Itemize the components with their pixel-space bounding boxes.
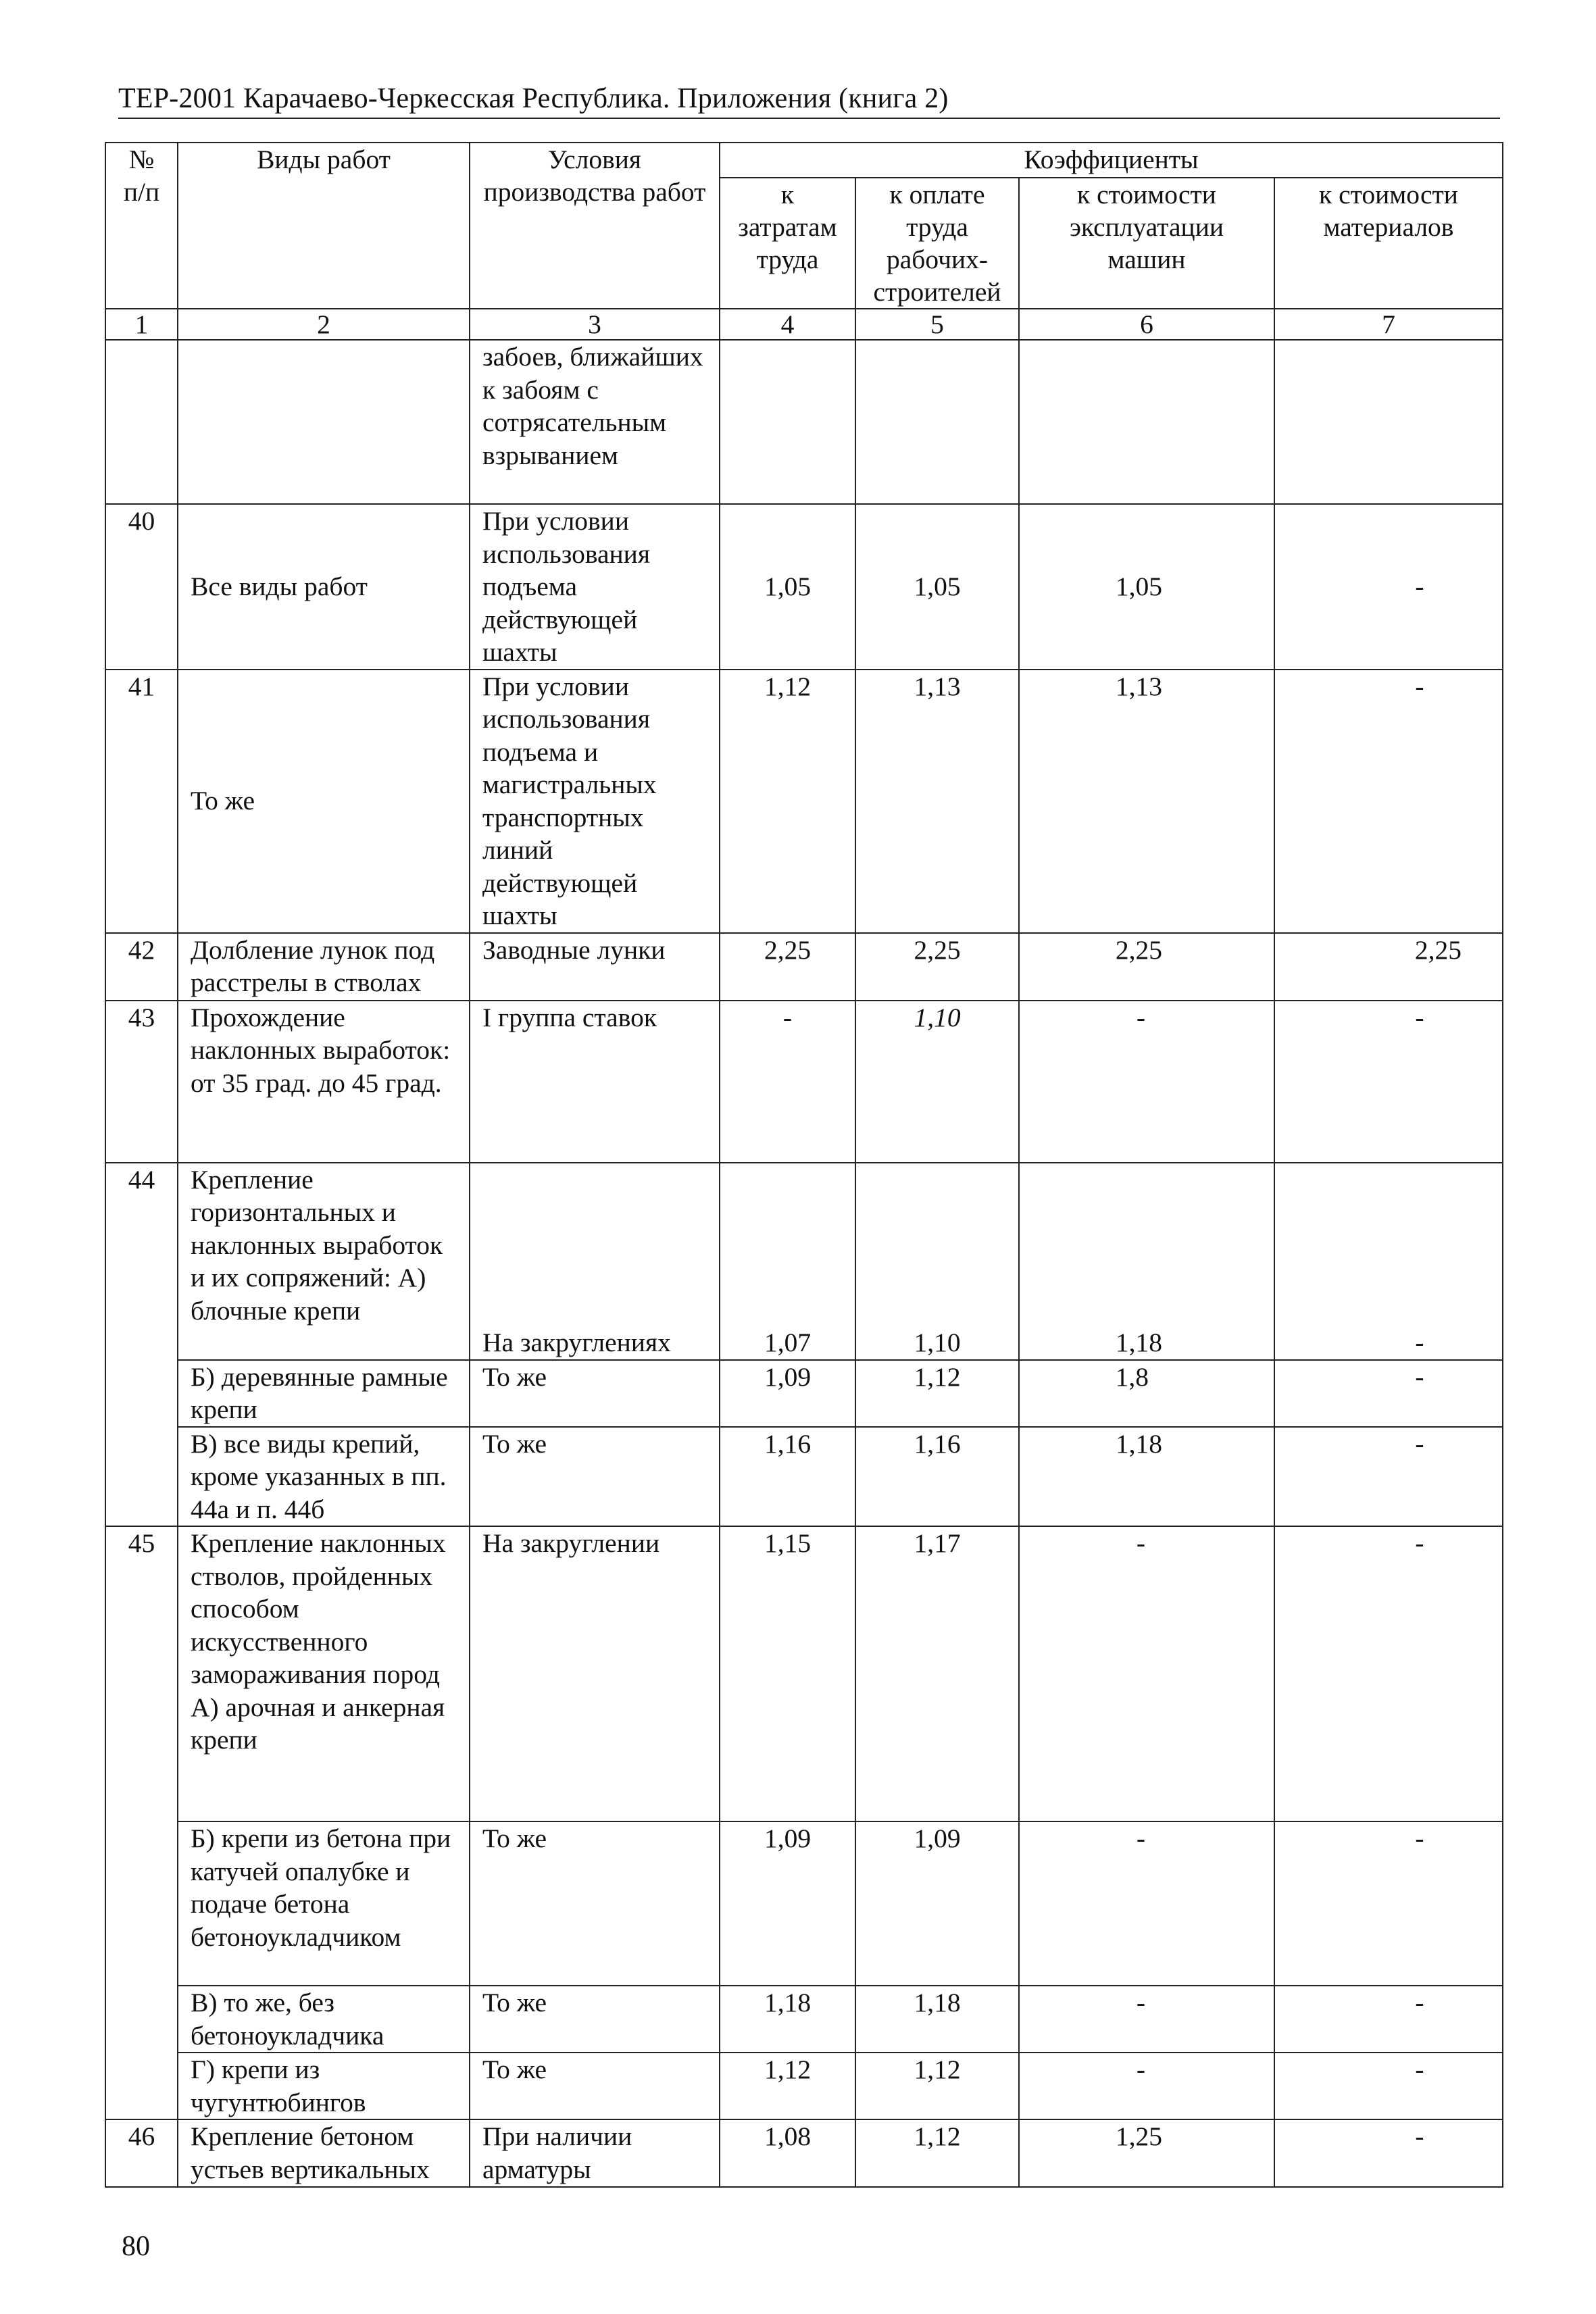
coef-materials: - <box>1274 1986 1503 2053</box>
coef-materials: - <box>1274 1427 1503 1527</box>
coef-machines: 1,18 <box>1019 1163 1274 1360</box>
table-row <box>105 2119 1503 2187</box>
work-type-cell: Крепление бетоном устьев вертикальных <box>178 2119 470 2187</box>
condition-cell: То же <box>470 2053 720 2119</box>
coef-labor: 1,16 <box>720 1427 855 1527</box>
coef-materials: - <box>1274 1360 1503 1427</box>
condition-cell: На закруглении <box>470 1526 720 1821</box>
coef-materials: - <box>1274 504 1503 670</box>
coef-labor: 1,07 <box>720 1163 855 1360</box>
condition-cell: забоев, ближайших к забоям с сотрясательным взрыванием <box>470 340 720 504</box>
coef-pay: 2,25 <box>855 933 1019 1001</box>
coef-materials: - <box>1274 2053 1503 2119</box>
condition-cell: То же <box>470 1821 720 1986</box>
work-type-cell: Прохождение наклонных выработок: от 35 град. до 45 град. <box>178 1001 470 1163</box>
coef-materials: - <box>1274 1001 1503 1163</box>
coef-pay: 1,12 <box>855 1360 1019 1427</box>
column-number: 6 <box>1019 309 1274 340</box>
work-type-cell: Г) крепи из чугунтюбингов <box>178 2053 470 2119</box>
work-type-cell: Б) деревянные рамные крепи <box>178 1360 470 1427</box>
table-row <box>105 340 1503 504</box>
header-no: № п/п <box>105 143 178 309</box>
condition-cell: При условии использования подъема действующей шахты <box>470 504 720 670</box>
table-row <box>105 670 1503 933</box>
header-labor: к затратам труда <box>720 178 855 309</box>
row-number: 43 <box>105 1001 178 1163</box>
condition-cell: На закруглениях <box>470 1163 720 1360</box>
header-materials: к стоимости материалов <box>1274 178 1503 309</box>
coef-machines: 1,18 <box>1019 1427 1274 1527</box>
row-number: 41 <box>105 670 178 933</box>
coef-machines: - <box>1019 1526 1274 1821</box>
coef-machines: - <box>1019 1986 1274 2053</box>
table-row <box>105 504 1503 670</box>
condition-cell: То же <box>470 1427 720 1527</box>
work-type-cell: Б) крепи из бетона при катучей опалубке и подаче бетона бетоноукладчиком <box>178 1821 470 1986</box>
coef-labor: 1,18 <box>720 1986 855 2053</box>
work-type-cell: Крепление наклонных стволов, пройденных способом искусственного замораживания пород А) арочная и анкерная крепи <box>178 1526 470 1821</box>
coef-labor: 1,05 <box>720 504 855 670</box>
table-row <box>105 1360 1503 1427</box>
coef-materials: - <box>1274 1821 1503 1986</box>
coef-machines: 2,25 <box>1019 933 1274 1001</box>
coef-materials: - <box>1274 1526 1503 1821</box>
coef-pay: 1,09 <box>855 1821 1019 1986</box>
header-machines: к стоимости эксплуатации машин <box>1019 178 1274 309</box>
row-number: 45 <box>105 1526 178 2119</box>
table-row <box>105 1001 1503 1163</box>
condition-cell: При условии использования подъема и магистральных транспортных линий действующей шахты <box>470 670 720 933</box>
coef-materials: - <box>1274 670 1503 933</box>
coef-labor: 1,09 <box>720 1821 855 1986</box>
coef-pay: 1,13 <box>855 670 1019 933</box>
coef-labor: 1,12 <box>720 2053 855 2119</box>
coef-materials: - <box>1274 2119 1503 2187</box>
row-number: 40 <box>105 504 178 670</box>
coef-pay: 1,17 <box>855 1526 1019 1821</box>
column-number: 5 <box>855 309 1019 340</box>
coef-labor: 1,12 <box>720 670 855 933</box>
coef-labor: 1,15 <box>720 1526 855 1821</box>
coef-labor: 1,08 <box>720 2119 855 2187</box>
coef-pay: 1,10 <box>855 1163 1019 1360</box>
coef-machines: - <box>1019 2053 1274 2119</box>
condition-cell: При наличии арматуры <box>470 2119 720 2187</box>
coef-pay: 1,12 <box>855 2053 1019 2119</box>
header-coefficients: Коэффициенты <box>720 143 1503 178</box>
coef-machines: - <box>1019 1001 1274 1163</box>
row-number: 46 <box>105 2119 178 2187</box>
row-number: 42 <box>105 933 178 1001</box>
table-row <box>105 1986 1503 2053</box>
header-work-type: Виды работ <box>178 143 470 309</box>
coef-machines: 1,13 <box>1019 670 1274 933</box>
work-type-cell: То же <box>178 670 470 933</box>
coef-materials: - <box>1274 1163 1503 1360</box>
page-number: 80 <box>122 2231 150 2262</box>
column-numbers-row <box>105 309 1503 340</box>
coef-machines: 1,25 <box>1019 2119 1274 2187</box>
coef-labor: 1,09 <box>720 1360 855 1427</box>
table-row <box>105 1163 1503 1360</box>
page-header: ТЕР-2001 Карачаево-Черкесская Республика. Приложения (книга 2) <box>118 80 1500 119</box>
coef-pay: 1,10 <box>855 1001 1019 1163</box>
condition-cell: I группа ставок <box>470 1001 720 1163</box>
condition-cell: То же <box>470 1360 720 1427</box>
row-number: 44 <box>105 1163 178 1527</box>
coef-machines: 1,05 <box>1019 504 1274 670</box>
work-type-cell: Крепление горизонтальных и наклонных выработок и их сопряжений: А) блочные крепи <box>178 1163 470 1360</box>
coef-labor: 2,25 <box>720 933 855 1001</box>
condition-cell: Заводные лунки <box>470 933 720 1001</box>
table-row <box>105 2053 1503 2119</box>
header-conditions: Условия производства работ <box>470 143 720 309</box>
work-type-cell: В) то же, без бетоноукладчика <box>178 1986 470 2053</box>
coef-labor: - <box>720 1001 855 1163</box>
column-number: 1 <box>105 309 178 340</box>
table-row <box>105 1526 1503 1821</box>
table-row <box>105 1427 1503 1527</box>
coefficients-table <box>105 142 1503 2188</box>
table-row <box>105 1821 1503 1986</box>
column-number: 2 <box>178 309 470 340</box>
coef-machines: - <box>1019 1821 1274 1986</box>
work-type-cell: Все виды работ <box>178 504 470 670</box>
coef-pay: 1,05 <box>855 504 1019 670</box>
header-pay: к оплате труда рабочих-строителей <box>855 178 1019 309</box>
column-number: 4 <box>720 309 855 340</box>
work-type-cell: Долбление лунок под расстрелы в стволах <box>178 933 470 1001</box>
coef-materials: 2,25 <box>1274 933 1503 1001</box>
work-type-cell: В) все виды крепий, кроме указанных в пп. 44а и п. 44б <box>178 1427 470 1527</box>
coef-pay: 1,12 <box>855 2119 1019 2187</box>
column-number: 3 <box>470 309 720 340</box>
table-row <box>105 933 1503 1001</box>
coef-pay: 1,16 <box>855 1427 1019 1527</box>
column-number: 7 <box>1274 309 1503 340</box>
coef-pay: 1,18 <box>855 1986 1019 2053</box>
coef-machines: 1,8 <box>1019 1360 1274 1427</box>
condition-cell: То же <box>470 1986 720 2053</box>
